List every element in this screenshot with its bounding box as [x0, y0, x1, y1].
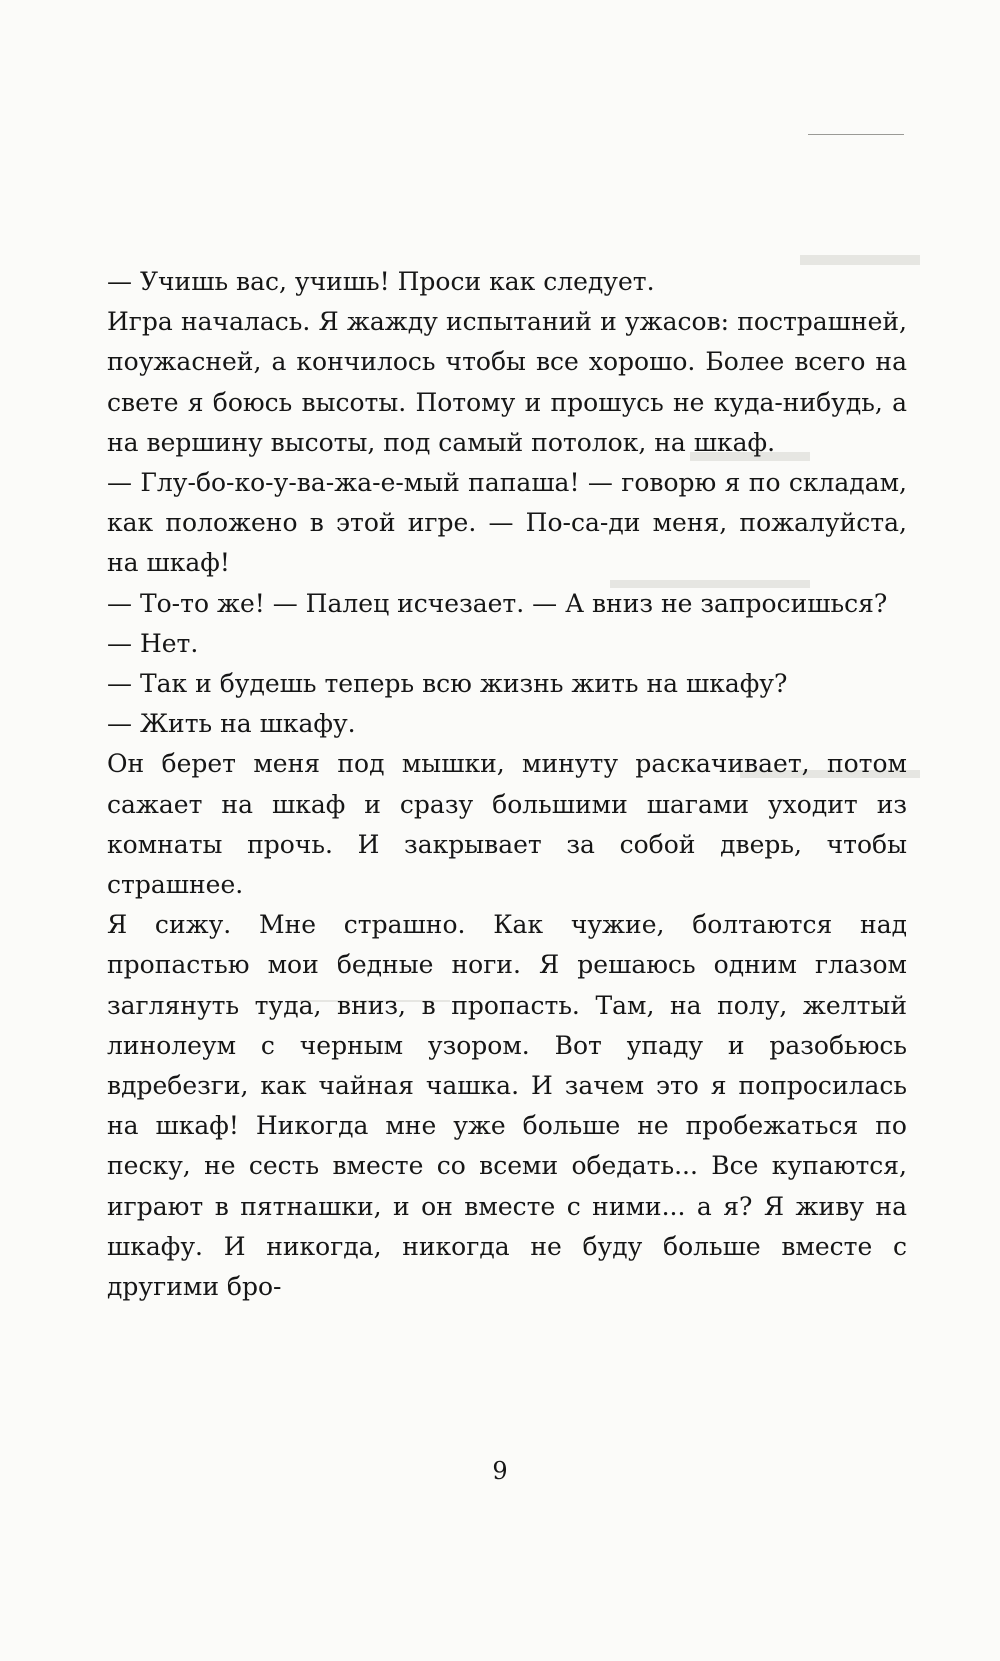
paragraph: — То-то же! — Палец исчезает. — А вниз не запросишься? [107, 588, 888, 618]
paragraph: — Жить на шкафу. [107, 709, 356, 739]
page-edge-mark [808, 134, 904, 135]
paragraph: — Глу-бо-ко-у-ва-жа-е-мый папаша! — говорю я по складам, как положено в этой игре. — По-са-ди меня, пожалуйста, на шкаф! [107, 468, 907, 578]
paragraph: — Так и будешь теперь всю жизнь жить на шкафу? [107, 669, 788, 699]
paragraph: — Нет. [107, 628, 199, 658]
paragraph: Игра началась. Я жажду испытаний и ужасов: пострашней, поужасней, а кончилось чтобы все хорошо. Более всего на свете я боюсь высоты. Потому и прошусь не куда-нибудь, а на вершину высоты, под самый потолок, на шкаф. [107, 307, 907, 457]
paragraph: Он берет меня под мышки, минуту раскачивает, потом сажает на шкаф и сразу большими шагами уходит из комнаты прочь. И закрывает за собой дверь, чтобы страшнее. [107, 749, 907, 900]
paragraph: — Учишь вас, учишь! Проси как следует. [107, 267, 655, 296]
paragraph: Я сижу. Мне страшно. Как чужие, болтаются над пропастью мои бедные ноги. Я решаюсь одним глазом заглянуть туда, вниз, в пропасть. Там, на полу, желтый линолеум с черным узором. Вот упаду и разобьюсь вдребезги, как чайная чашка. И зачем это я попросилась на шкаф! Никогда мне уже больше не пробежаться по песку, не сесть вместе со всеми обедать... Все купаются, играют в пятнашки, и он вместе с ними... а я? Я живу на шкафу. И никогда, никогда не буду больше вместе с другими бро- [107, 910, 907, 1302]
page-number: 9 [492, 1457, 508, 1485]
body-text [107, 262, 907, 1307]
